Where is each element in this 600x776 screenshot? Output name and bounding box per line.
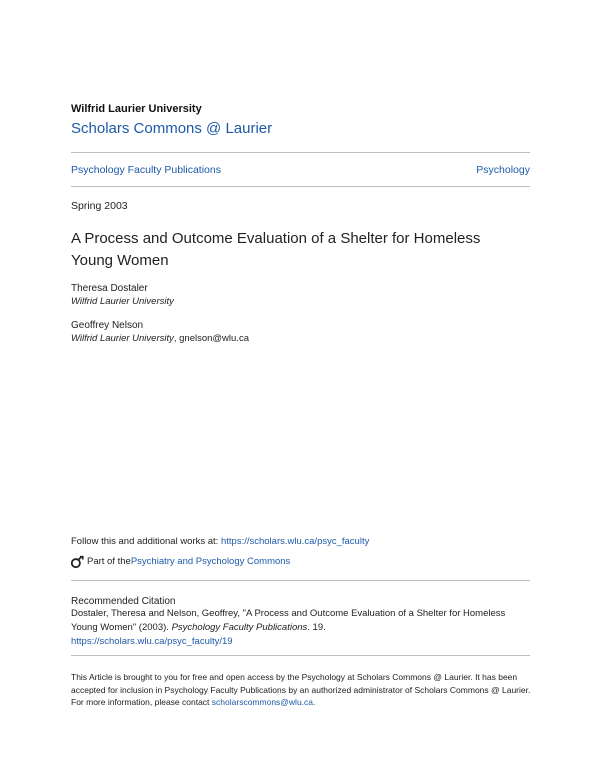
part-of-prefix: Part of the (87, 556, 131, 567)
citation-heading: Recommended Citation (71, 596, 176, 607)
divider-nav (71, 186, 530, 187)
author-affiliation: Wilfrid Laurier University (71, 333, 174, 344)
part-of-line (71, 555, 290, 568)
follow-line (71, 536, 369, 547)
citation-text (71, 607, 531, 649)
article-title: A Process and Outcome Evaluation of a Shelter for Homeless Young Women (71, 230, 481, 269)
series-link[interactable]: Psychology Faculty Publications (71, 164, 221, 176)
access-text: This Article is brought to you for free and open access by the Psychology at Scholars Commons @ Laurier. It has been accepted for inclusion in Psychology Faculty Publications by an authorized administrator of Scholars Commons @ Laurier. For more information, please contact (71, 672, 531, 707)
publication-date: Spring 2003 (71, 200, 128, 212)
divider-citation (71, 580, 530, 581)
author-name: Theresa Dostaler (71, 283, 148, 294)
author-affiliation: Wilfrid Laurier University (71, 296, 174, 307)
citation-url-link[interactable]: https://scholars.wlu.ca/psyc_faculty/19 (71, 636, 233, 647)
divider-footer (71, 655, 530, 656)
university-name: Wilfrid Laurier University (71, 103, 202, 115)
commons-link[interactable]: Psychiatry and Psychology Commons (130, 556, 291, 567)
follow-prefix: Follow this and additional works at: (71, 536, 221, 547)
follow-url-link[interactable]: https://scholars.wlu.ca/psyc_faculty (220, 536, 370, 547)
citation-journal: Psychology Faculty Publications (171, 622, 308, 633)
repository-link[interactable]: Scholars Commons @ Laurier (71, 120, 273, 137)
open-access-icon (71, 555, 84, 568)
access-statement (71, 671, 531, 709)
department-link[interactable]: Psychology (476, 164, 530, 176)
citation-body: Dostaler, Theresa and Nelson, Geoffrey, "A Process and Outcome Evaluation of a Shelter for Homeless Young Women" (2003). (71, 608, 506, 633)
author-name: Geoffrey Nelson (71, 320, 144, 331)
divider-top (71, 152, 530, 153)
access-end: . (313, 697, 316, 707)
author-email[interactable]: gnelson@wlu.ca (179, 333, 249, 344)
citation-number: . 19. (307, 622, 326, 633)
author-affiliation-line: Wilfrid Laurier University, gnelson@wlu.ca (71, 333, 249, 344)
contact-email-link[interactable]: scholarscommons@wlu.ca (211, 697, 314, 707)
